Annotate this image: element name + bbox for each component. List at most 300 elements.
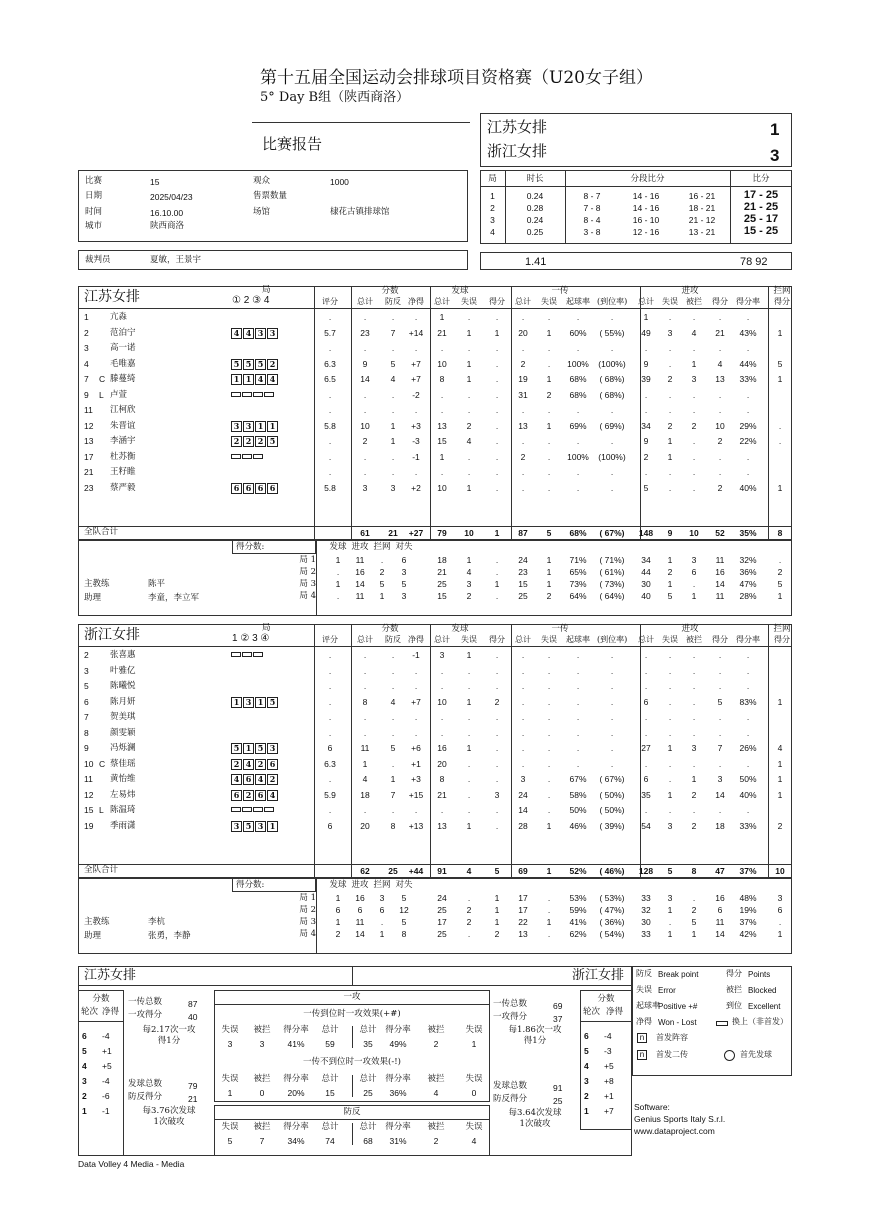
stat-cell: 2 bbox=[520, 358, 526, 369]
col-header: 失误 bbox=[461, 635, 477, 644]
stat-cell: . bbox=[668, 405, 672, 415]
set-duration: 0.24 bbox=[526, 215, 544, 225]
stat-cell: . bbox=[746, 665, 750, 676]
report-title: 比赛报告 bbox=[262, 135, 323, 153]
stat-cell: . bbox=[495, 389, 499, 400]
set-stat: ( 73%) bbox=[599, 579, 625, 589]
set-stat: 22 bbox=[518, 917, 528, 927]
player-number: 10 bbox=[84, 758, 94, 769]
col-group: 拦网 bbox=[773, 624, 791, 634]
stat-cell: 1 bbox=[494, 327, 500, 338]
stat-cell: . bbox=[495, 420, 499, 431]
audience: 1000 bbox=[330, 177, 349, 187]
set-col: 进攻 bbox=[351, 880, 369, 890]
col-header: 防反 bbox=[385, 635, 401, 644]
stat-cell: . bbox=[547, 482, 551, 493]
total-cell: 148 bbox=[638, 528, 654, 538]
stat-cell: -1 bbox=[412, 451, 420, 462]
col-header: 净得 bbox=[408, 635, 424, 644]
set-positions bbox=[231, 650, 264, 660]
set-stat: 65% bbox=[569, 567, 587, 577]
stat-cell: 1 bbox=[667, 436, 673, 446]
stat-cell: . bbox=[521, 712, 525, 722]
total-cell: 5 bbox=[494, 866, 500, 876]
stat-cell: 44% bbox=[739, 358, 757, 369]
stat-cell: 21 bbox=[437, 789, 447, 800]
label: 净得 bbox=[606, 1007, 624, 1017]
stat-cell: . bbox=[576, 467, 580, 477]
col-header: 被拦 bbox=[253, 1025, 271, 1035]
position-box: 5 bbox=[231, 359, 242, 370]
legend-desc: 换上（非首发） bbox=[732, 1017, 788, 1026]
stat-cell: ( 69%) bbox=[599, 420, 625, 431]
col-header: 失误 bbox=[465, 1074, 483, 1084]
legend-key: 净得 bbox=[636, 1017, 652, 1026]
total-cell: 5 bbox=[667, 866, 673, 876]
stat-cell: . bbox=[391, 712, 395, 722]
stat-cell: . bbox=[521, 758, 525, 769]
attack-cell: 3 bbox=[227, 1039, 233, 1049]
set-stat: 1 bbox=[777, 591, 783, 601]
stat-cell: -2 bbox=[412, 389, 420, 400]
col-group: 分数 bbox=[381, 624, 399, 634]
set-stat: 34 bbox=[641, 555, 651, 565]
col-header: 总计 bbox=[321, 1025, 339, 1035]
stat-cell: . bbox=[467, 451, 471, 462]
attack-cell: 2 bbox=[433, 1136, 439, 1146]
stat-cell: . bbox=[391, 467, 395, 477]
stat-cell: 16 bbox=[437, 743, 447, 753]
set-stat: . bbox=[495, 567, 499, 577]
position-box: 2 bbox=[231, 759, 242, 770]
col-score: 比分 bbox=[752, 174, 770, 184]
stat-cell: . bbox=[668, 696, 672, 707]
stat-cell: ( 55%) bbox=[599, 327, 625, 338]
stat-cell: . bbox=[610, 743, 614, 753]
stat-cell: 27 bbox=[641, 743, 651, 753]
position-box bbox=[242, 454, 252, 459]
set-stat: . bbox=[467, 893, 471, 903]
set-stat: . bbox=[547, 893, 551, 903]
stat-cell: . bbox=[363, 650, 367, 660]
set-stat: 4 bbox=[466, 567, 472, 577]
home-team-name: 江苏女排 bbox=[487, 118, 548, 136]
legend-key: 得分 bbox=[726, 969, 742, 978]
set-col: 对失 bbox=[395, 880, 413, 890]
col-header: 总计 bbox=[359, 1074, 377, 1084]
label: 发球总数 bbox=[128, 1079, 163, 1089]
away-ff: 25 bbox=[553, 1096, 563, 1106]
stat-cell: 13 bbox=[437, 420, 447, 431]
position-box bbox=[264, 807, 274, 812]
stat-cell: . bbox=[576, 681, 580, 691]
partial-8: 8 - 4 bbox=[583, 215, 601, 225]
player-number: 5 bbox=[84, 681, 89, 691]
attack-cell: 74 bbox=[325, 1136, 335, 1146]
away-srv: 91 bbox=[553, 1083, 563, 1093]
rotation-number: 4 bbox=[584, 1061, 589, 1071]
set-stat: 14 bbox=[715, 929, 725, 939]
player-role: C bbox=[99, 374, 106, 384]
attack-cell: 35 bbox=[363, 1039, 373, 1049]
partial-8: 7 - 8 bbox=[583, 203, 601, 213]
stat-cell: . bbox=[778, 420, 782, 431]
attack-cell: 41% bbox=[287, 1039, 305, 1049]
col-header: 得分 bbox=[774, 635, 790, 644]
col-header: (到位率) bbox=[597, 635, 628, 644]
stat-cell: . bbox=[414, 405, 418, 415]
stat-cell: . bbox=[668, 467, 672, 477]
stat-cell: . bbox=[610, 696, 614, 707]
position-box: 3 bbox=[231, 421, 242, 432]
rotation-net: +5 bbox=[604, 1061, 614, 1071]
set-cell: 1 bbox=[379, 591, 385, 601]
set-stat: 41% bbox=[569, 917, 587, 927]
stat-cell: -3 bbox=[412, 436, 420, 446]
set-stat: . bbox=[778, 917, 782, 927]
stat-cell: . bbox=[467, 758, 471, 769]
position-box bbox=[264, 392, 274, 397]
stat-cell: . bbox=[363, 681, 367, 691]
legend-desc: 首先发球 bbox=[740, 1050, 772, 1059]
player-name: 蔡严毅 bbox=[110, 482, 136, 493]
stat-cell: . bbox=[363, 312, 367, 322]
set-stat: 1 bbox=[546, 579, 552, 589]
label: 防反得分 bbox=[128, 1092, 163, 1102]
assistant-names: 张勇，李静 bbox=[148, 931, 191, 941]
total-score: 78 92 bbox=[740, 256, 768, 268]
stat-cell: . bbox=[610, 650, 614, 660]
attack-cell: 31% bbox=[389, 1136, 407, 1146]
stat-cell: . bbox=[495, 665, 499, 676]
set-row-label: 局 4 bbox=[299, 929, 316, 939]
rotation-net: +8 bbox=[604, 1076, 614, 1086]
col-header: 得分率 bbox=[736, 635, 760, 644]
stat-cell: 1 bbox=[667, 743, 673, 753]
set-cell: 6 bbox=[379, 905, 385, 915]
stat-cell: 14 bbox=[715, 789, 725, 800]
attack-cell: 3 bbox=[259, 1039, 265, 1049]
stat-cell: . bbox=[521, 405, 525, 415]
set-cell: 2 bbox=[379, 567, 385, 577]
position-box: 1 bbox=[255, 421, 266, 432]
stat-cell: . bbox=[610, 482, 614, 493]
stat-cell: . bbox=[391, 758, 395, 769]
label: 一传总数 bbox=[128, 997, 163, 1007]
player-name: 江柯欣 bbox=[110, 405, 136, 415]
stat-cell: . bbox=[692, 681, 696, 691]
note: 每1.86次一攻 bbox=[508, 1025, 562, 1035]
col-header: 得分率 bbox=[283, 1122, 309, 1132]
set-stat: 2 bbox=[777, 567, 783, 577]
stat-cell: 6 bbox=[643, 696, 649, 707]
position-box: 1 bbox=[243, 374, 254, 385]
stat-cell: 13 bbox=[715, 374, 725, 384]
stat-cell: . bbox=[440, 727, 444, 738]
stat-cell: 33% bbox=[739, 374, 757, 384]
stat-cell: 5 bbox=[643, 482, 649, 493]
col-group: 进攻 bbox=[681, 624, 699, 634]
stat-cell: 50% bbox=[739, 774, 757, 784]
set-stat: 53% bbox=[569, 893, 587, 903]
set-stat: 17 bbox=[518, 893, 528, 903]
stat-cell: 28 bbox=[518, 820, 528, 831]
stat-cell: . bbox=[668, 805, 672, 815]
position-box: 6 bbox=[267, 483, 278, 494]
stat-cell: . bbox=[746, 405, 750, 415]
stat-cell: . bbox=[547, 789, 551, 800]
set-stat: 30 bbox=[641, 579, 651, 589]
set-stat: 2 bbox=[466, 905, 472, 915]
col-header: 失误 bbox=[221, 1122, 239, 1132]
software-vendor: Genius Sports Italy S.r.l. bbox=[634, 1114, 726, 1124]
player-number: 7 bbox=[84, 374, 89, 384]
stat-cell: . bbox=[644, 712, 648, 722]
team-name: 江苏女排 bbox=[84, 289, 140, 305]
stat-cell: . bbox=[391, 665, 395, 676]
stat-cell: (100%) bbox=[598, 451, 626, 462]
set-stat: 6 bbox=[777, 905, 783, 915]
col-header: 得分率 bbox=[736, 297, 760, 306]
stat-cell: 49 bbox=[641, 327, 651, 338]
stat-cell: . bbox=[521, 727, 525, 738]
col-header: 评分 bbox=[322, 635, 338, 644]
legend-desc: Won - Lost bbox=[658, 1018, 697, 1027]
total-cell: 1 bbox=[494, 528, 500, 538]
stat-cell: 3 bbox=[667, 820, 673, 831]
stat-cell: 100% bbox=[567, 451, 589, 462]
stat-cell: . bbox=[668, 665, 672, 676]
col-group: 进攻 bbox=[681, 286, 699, 296]
rotation-net: -4 bbox=[102, 1076, 110, 1086]
set-stat: 1 bbox=[691, 591, 697, 601]
stat-cell: . bbox=[328, 727, 332, 738]
set-stat: . bbox=[778, 555, 782, 565]
stat-cell: . bbox=[467, 343, 471, 353]
col-header: 失误 bbox=[662, 635, 678, 644]
stat-cell: . bbox=[547, 405, 551, 415]
col-header: 总计 bbox=[321, 1122, 339, 1132]
assistant-label: 助理 bbox=[84, 931, 102, 941]
stat-cell: . bbox=[495, 805, 499, 815]
stat-cell: 40% bbox=[739, 789, 757, 800]
player-name: 黄怡维 bbox=[110, 774, 136, 784]
total-cell: 69 bbox=[518, 866, 528, 876]
set-positions bbox=[231, 790, 279, 801]
player-number: 2 bbox=[84, 327, 89, 338]
stat-cell: 7 bbox=[390, 327, 396, 338]
set-positions bbox=[231, 436, 279, 447]
set-stat: . bbox=[668, 917, 672, 927]
stat-cell: . bbox=[363, 665, 367, 676]
label: 发球总数 bbox=[493, 1081, 528, 1091]
stat-cell: . bbox=[547, 665, 551, 676]
set-cell: 1 bbox=[335, 893, 341, 903]
stat-cell: . bbox=[440, 681, 444, 691]
stat-cell: . bbox=[746, 389, 750, 400]
away-sets-won: 3 bbox=[770, 146, 780, 165]
position-box bbox=[242, 392, 252, 397]
note: 得1分 bbox=[523, 1036, 547, 1046]
set-cell: 5 bbox=[379, 579, 385, 589]
player-name: 毛唯嘉 bbox=[110, 358, 136, 369]
set-stat: 25 bbox=[437, 929, 447, 939]
stat-cell: 6 bbox=[327, 743, 333, 753]
position-box: 3 bbox=[267, 328, 278, 339]
col-header: 失误 bbox=[465, 1025, 483, 1035]
position-box: 4 bbox=[243, 759, 254, 770]
set-stat: 30 bbox=[641, 917, 651, 927]
stat-cell: . bbox=[718, 451, 722, 462]
stat-cell: +7 bbox=[411, 696, 421, 707]
stat-cell: 22% bbox=[739, 436, 757, 446]
set-stat: . bbox=[692, 579, 696, 589]
col-set: 局 bbox=[488, 174, 497, 184]
stat-cell: +1 bbox=[411, 758, 421, 769]
position-box bbox=[253, 807, 263, 812]
label: 售票数量 bbox=[253, 191, 288, 201]
stat-cell: 34 bbox=[641, 420, 651, 431]
col-header: 总计 bbox=[434, 635, 450, 644]
set-cell: 11 bbox=[355, 917, 365, 927]
set-stat: 25 bbox=[437, 579, 447, 589]
stat-cell: . bbox=[746, 681, 750, 691]
set-cell: . bbox=[336, 567, 340, 577]
summary-away: 浙江女排 bbox=[572, 968, 625, 983]
set-stat: 73% bbox=[569, 579, 587, 589]
stat-cell: 21 bbox=[437, 327, 447, 338]
stat-cell: 5.8 bbox=[324, 482, 336, 493]
total-cell: 1 bbox=[546, 866, 552, 876]
position-box: 3 bbox=[243, 421, 254, 432]
stat-cell: +7 bbox=[411, 358, 421, 369]
rule bbox=[316, 540, 317, 616]
stat-cell: . bbox=[328, 665, 332, 676]
col-header: 局 bbox=[262, 285, 271, 295]
stat-cell: 50% bbox=[569, 805, 587, 815]
player-name: 蔡佳瑶 bbox=[110, 758, 136, 769]
position-box: 5 bbox=[255, 359, 266, 370]
stat-cell: (100%) bbox=[598, 358, 626, 369]
total-label: 全队合计 bbox=[84, 865, 119, 875]
stat-cell: . bbox=[644, 343, 648, 353]
col-header: 被拦 bbox=[427, 1122, 445, 1132]
stat-cell: 18 bbox=[715, 820, 725, 831]
stat-cell: . bbox=[668, 343, 672, 353]
stat-cell: 14 bbox=[360, 374, 370, 384]
stat-cell: 4 bbox=[362, 774, 368, 784]
player-number: 4 bbox=[84, 358, 89, 369]
set-cell: 16 bbox=[355, 893, 365, 903]
col-header: 起球率 bbox=[566, 297, 590, 306]
sets-label: 得分数: bbox=[236, 880, 265, 890]
set-positions bbox=[231, 421, 279, 432]
col-header: 得分 bbox=[712, 635, 728, 644]
set-stat: 24 bbox=[518, 555, 528, 565]
col-header: 得分 bbox=[489, 635, 505, 644]
total-cell: 37% bbox=[739, 866, 757, 876]
col-header: 得分率 bbox=[385, 1074, 411, 1084]
stat-cell: 2 bbox=[362, 436, 368, 446]
player-number: 9 bbox=[84, 389, 89, 400]
position-box bbox=[242, 807, 252, 812]
stat-cell: 1 bbox=[691, 774, 697, 784]
stat-cell: . bbox=[328, 405, 332, 415]
stat-cell: ( 39%) bbox=[599, 820, 625, 831]
stat-cell: . bbox=[495, 343, 499, 353]
position-box: 6 bbox=[231, 790, 242, 801]
set-stat: 6 bbox=[691, 567, 697, 577]
stat-cell: 1 bbox=[362, 758, 368, 769]
stat-cell: . bbox=[692, 389, 696, 400]
attack-cell: 68 bbox=[363, 1136, 373, 1146]
player-number: 12 bbox=[84, 789, 94, 800]
stat-cell: . bbox=[414, 343, 418, 353]
position-box bbox=[253, 454, 263, 459]
stat-cell: . bbox=[495, 374, 499, 384]
col-header: 得分率 bbox=[283, 1025, 309, 1035]
set-cell: 3 bbox=[401, 567, 407, 577]
total-cell: 91 bbox=[437, 866, 447, 876]
stat-cell: 83% bbox=[739, 696, 757, 707]
stat-cell: 58% bbox=[569, 789, 587, 800]
stat-cell: 6 bbox=[327, 820, 333, 831]
away-att1: 37 bbox=[553, 1014, 563, 1024]
stat-cell: 3 bbox=[520, 774, 526, 784]
position-box: 2 bbox=[267, 774, 278, 785]
set-stat: . bbox=[547, 929, 551, 939]
stat-cell: 1 bbox=[439, 312, 445, 322]
rotation-net: -1 bbox=[102, 1106, 110, 1116]
stat-cell: 24 bbox=[518, 789, 528, 800]
col-header: 总计 bbox=[357, 635, 373, 644]
attack-cell: 20% bbox=[287, 1088, 305, 1098]
stat-cell: 8 bbox=[390, 820, 396, 831]
set-cell: 6 bbox=[357, 905, 363, 915]
stat-cell: 2 bbox=[717, 436, 723, 446]
col-header: 总计 bbox=[357, 297, 373, 306]
set-cell: 3 bbox=[401, 591, 407, 601]
set-stat: 37% bbox=[739, 917, 757, 927]
player-number: 17 bbox=[84, 451, 94, 462]
stat-cell: . bbox=[692, 712, 696, 722]
stat-cell: . bbox=[521, 696, 525, 707]
position-box: 2 bbox=[255, 759, 266, 770]
legend-desc: 首发二传 bbox=[656, 1050, 688, 1059]
stat-cell: . bbox=[521, 436, 525, 446]
stat-cell: . bbox=[576, 696, 580, 707]
stat-cell: . bbox=[644, 389, 648, 400]
set-stat: 25 bbox=[518, 591, 528, 601]
position-box bbox=[253, 652, 263, 657]
set-stat: 2 bbox=[466, 591, 472, 601]
coach-label: 主教练 bbox=[84, 917, 110, 927]
label: 比赛 bbox=[85, 176, 103, 186]
stat-cell: . bbox=[718, 805, 722, 815]
col-header: 失误 bbox=[221, 1074, 239, 1084]
stat-cell: +6 bbox=[411, 743, 421, 753]
stat-cell: . bbox=[467, 389, 471, 400]
player-name: 杜苏衡 bbox=[110, 451, 136, 462]
stat-cell: . bbox=[692, 665, 696, 676]
stat-cell: . bbox=[414, 727, 418, 738]
player-number: 1 bbox=[84, 312, 89, 322]
position-box: 2 bbox=[243, 790, 254, 801]
set-stat: 59% bbox=[569, 905, 587, 915]
stat-cell: . bbox=[328, 696, 332, 707]
total-cell: ( 67%) bbox=[599, 528, 625, 538]
stat-cell: 1 bbox=[466, 820, 472, 831]
